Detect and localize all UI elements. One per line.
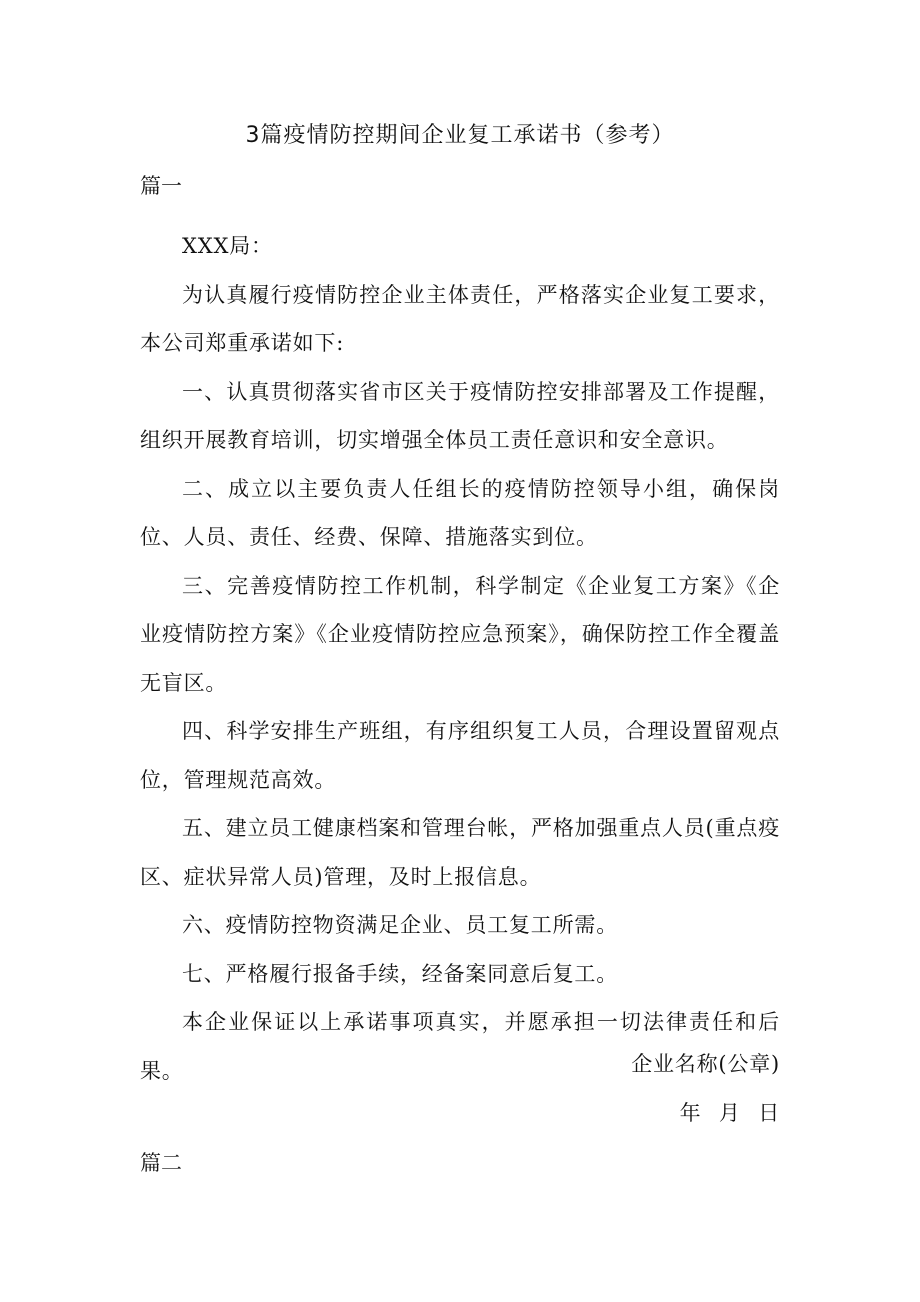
paragraph-item-3: 三、完善疫情防控工作机制，科学制定《企业复工方案》《企业疫情防控方案》《企业疫情防控应急预案》，确保防控工作全覆盖无盲区。 [140,573,780,695]
paragraph-item-5: 五、建立员工健康档案和管理台帐，严格加强重点人员(重点疫区、症状异常人员)管理，及时上报信息。 [140,816,780,889]
paragraph-item-6: 六、疫情防控物资满足企业、员工复工所需。 [182,913,618,937]
section-label-1: 篇一 [140,174,182,198]
salutation: XXX局： [182,234,273,258]
paragraph-item-7: 七、严格履行报备手续，经备案同意后复工。 [182,961,618,986]
document-body [140,222,780,1095]
company-signature: 企业名称(公章) [631,1052,780,1076]
section-label-2: 篇二 [140,1151,182,1175]
date-line: 年 月 日 [679,1101,780,1125]
paragraph-item-1: 一、认真贯彻落实省市区关于疫情防控安排部署及工作提醒，组织开展教育培训，切实增强全体员工责任意识和安全意识。 [140,379,780,452]
paragraph-intro: 为认真履行疫情防控企业主体责任，严格落实企业复工要求，本公司郑重承诺如下: [140,282,780,355]
paragraph-item-4: 四、科学安排生产班组，有序组织复工人员，合理设置留观点位，管理规范高效。 [140,719,780,792]
paragraph-guarantee: 本企业保证以上承诺事项真实，并愿承担一切法律责任和后果。 [140,1010,780,1083]
paragraph-item-2: 二、成立以主要负责人任组长的疫情防控领导小组，确保岗位、人员、责任、经费、保障、措施落实到位。 [140,476,780,549]
document-title: 3篇疫情防控期间企业复工承诺书（参考） [245,123,675,148]
